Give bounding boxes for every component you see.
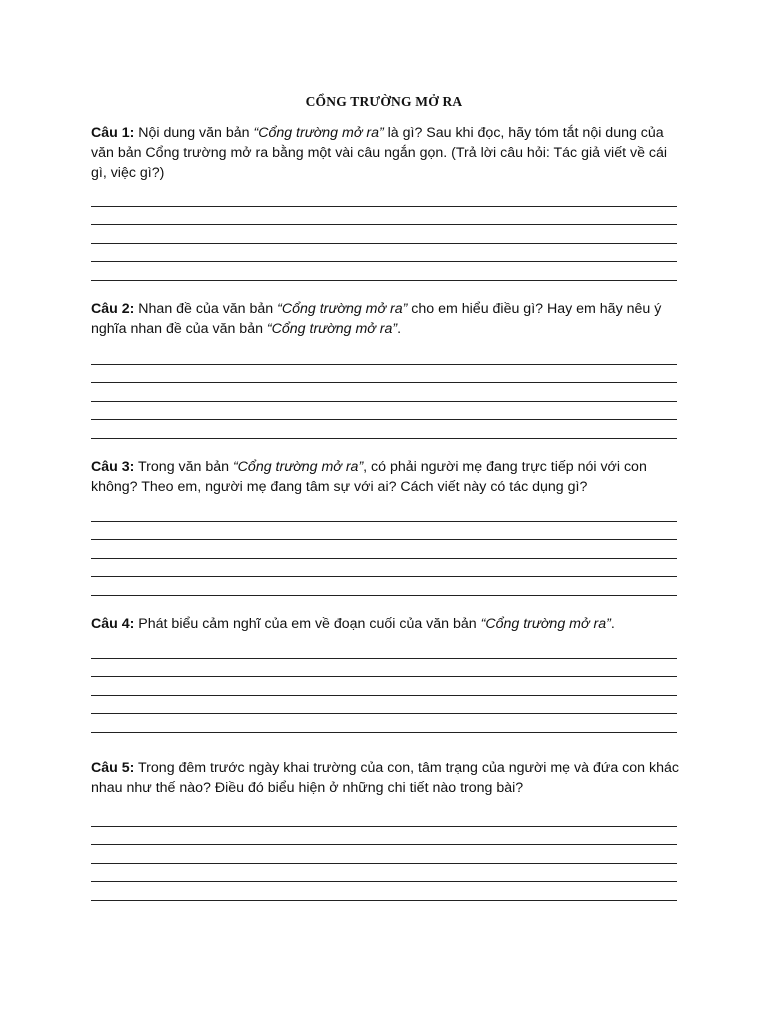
answer-line: [91, 863, 677, 864]
question-text: Trong văn bản: [134, 459, 233, 475]
answer-line: [91, 364, 677, 365]
question-5: [91, 758, 681, 798]
answer-line: [91, 576, 677, 577]
question-label: Câu 3:: [91, 459, 135, 475]
question-text: .: [610, 616, 615, 632]
question-text: là gì? Sau khi đọc, hãy tóm tắt nội dung của văn bản Cổng trường mở ra bằng một vài câu ngắn gọn. (Trả lời câu hỏi: Tác giả viết về cái gì, việc gì?): [91, 125, 668, 181]
quoted-title: “Cổng trường mở ra”: [480, 616, 611, 632]
answer-line: [91, 658, 677, 659]
answer-line: [91, 206, 677, 207]
question-text: Nội dung văn bản: [134, 125, 254, 141]
answer-line: [91, 243, 677, 244]
quoted-title: “Cổng trường mở ra”: [266, 321, 398, 337]
question-3: [91, 457, 681, 497]
question-text: , có phải người mẹ đang trực tiếp nói với con không? Theo em, người mẹ đang tâm sự với ai? Cách viết này có tác dụng gì?: [91, 459, 647, 495]
answer-line: [91, 676, 677, 677]
question-text: Trong đêm trước ngày khai trường của con, tâm trạng của người mẹ và đứa con khác nhau như thế nào? Điều đó biểu hiện ở những chi tiết nào trong bài?: [91, 760, 679, 796]
question-label: Câu 2:: [91, 301, 135, 317]
quoted-title: “Cổng trường mở ra”: [253, 125, 384, 141]
quoted-title: “Cổng trường mở ra”: [232, 459, 364, 475]
answer-line: [91, 844, 677, 845]
answer-line: [91, 558, 677, 559]
answer-line: [91, 224, 677, 225]
question-text: Nhan đề của văn bản: [134, 301, 278, 317]
answer-line: [91, 826, 677, 827]
question-label: Câu 4:: [91, 616, 135, 632]
answer-line: [91, 900, 677, 901]
answer-line: [91, 881, 677, 882]
answer-line: [91, 438, 677, 439]
quoted-title: “Cổng trường mở ra”: [277, 301, 408, 317]
question-text: cho em hiểu điều gì? Hay em hãy nêu ý nghĩa nhan đề của văn bản: [91, 301, 662, 337]
question-label: Câu 5:: [91, 760, 135, 776]
answer-line: [91, 521, 677, 522]
answer-line: [91, 382, 677, 383]
answer-line: [91, 539, 677, 540]
answer-line: [91, 401, 677, 402]
answer-line: [91, 595, 677, 596]
answer-line: [91, 713, 677, 714]
answer-line: [91, 261, 677, 262]
answer-line: [91, 419, 677, 420]
answer-line: [91, 695, 677, 696]
answer-line: [91, 280, 677, 281]
answer-line: [91, 732, 677, 733]
question-4: [91, 614, 681, 634]
question-text: .: [397, 321, 402, 337]
question-1: [91, 123, 681, 183]
question-2: [91, 299, 681, 339]
page-title: CỔNG TRƯỜNG MỞ RA: [305, 94, 463, 109]
question-text: Phát biểu cảm nghĩ của em về đoạn cuối của văn bản: [134, 616, 481, 632]
question-label: Câu 1:: [91, 125, 135, 141]
